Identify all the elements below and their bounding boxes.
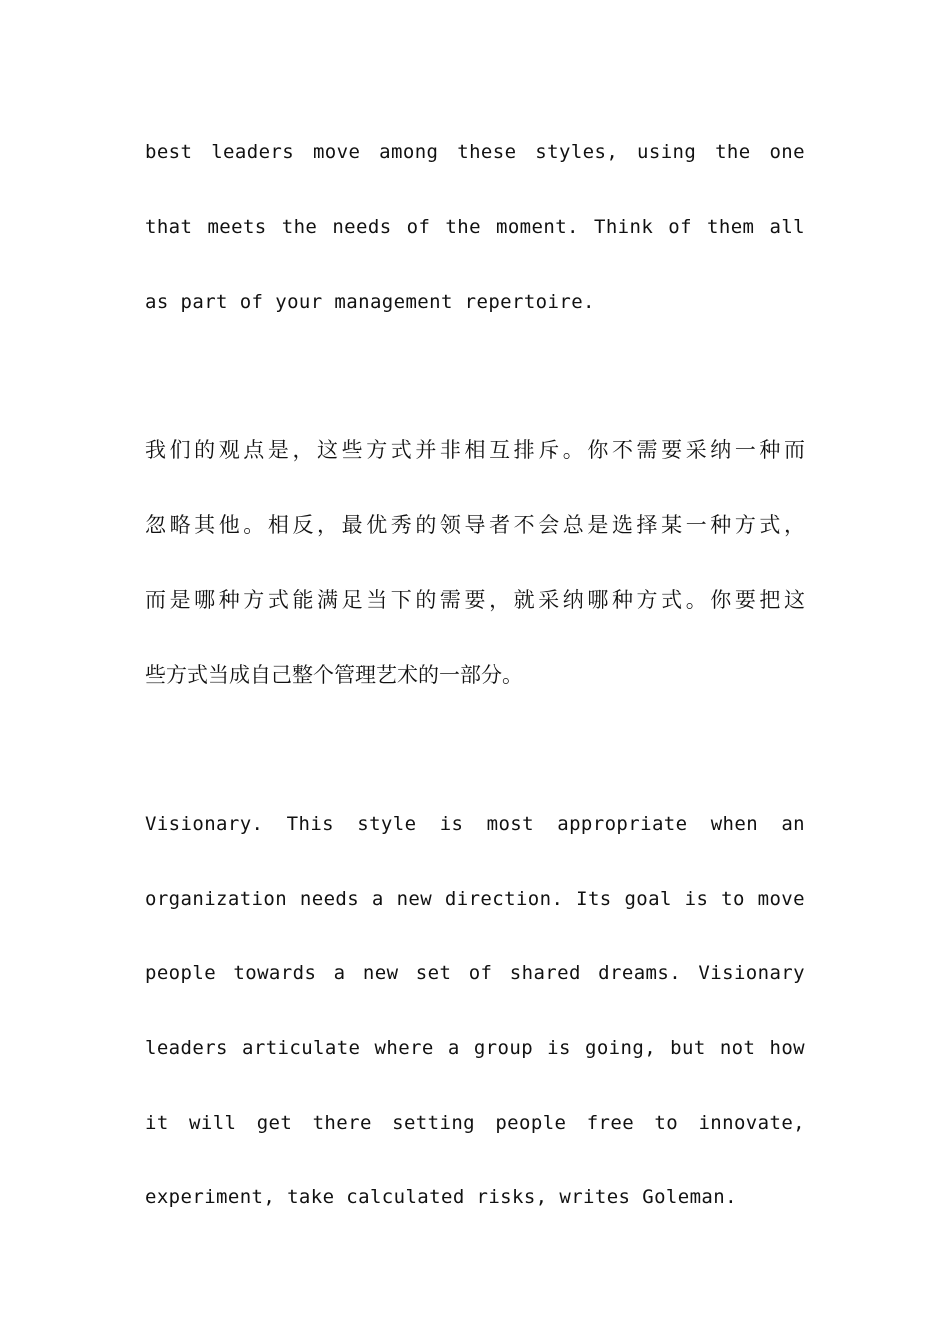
paragraph-2-line-2: 忽略其他。相反，最优秀的领导者不会总是选择某一种方式， (145, 513, 805, 537)
paragraph-3-line-2: organization needs a new direction. Its goal is to move (145, 888, 805, 910)
paragraph-3-line-4: leaders articulate where a group is going, but not how (145, 1037, 805, 1059)
paragraph-1-line-1: best leaders move among these styles, using the one (145, 141, 805, 163)
paragraph-3-line-1: Visionary. This style is most appropriate when an (145, 813, 805, 835)
paragraph-3-line-6: experiment, take calculated risks, writes Goleman. (145, 1186, 737, 1208)
paragraph-2-line-3: 而是哪种方式能满足当下的需要，就采纳哪种方式。你要把这 (145, 588, 805, 612)
paragraph-2-line-4: 些方式当成自己整个管理艺术的一部分。 (145, 663, 523, 687)
paragraph-3-line-3: people towards a new set of shared dreams. Visionary (145, 962, 805, 984)
paragraph-1-line-3: as part of your management repertoire. (145, 291, 595, 313)
paragraph-3-line-5: it will get there setting people free to innovate, (145, 1112, 805, 1134)
paragraph-2-line-1: 我们的观点是，这些方式并非相互排斥。你不需要采纳一种而 (145, 438, 805, 462)
paragraph-1-line-2: that meets the needs of the moment. Think of them all (145, 216, 805, 238)
